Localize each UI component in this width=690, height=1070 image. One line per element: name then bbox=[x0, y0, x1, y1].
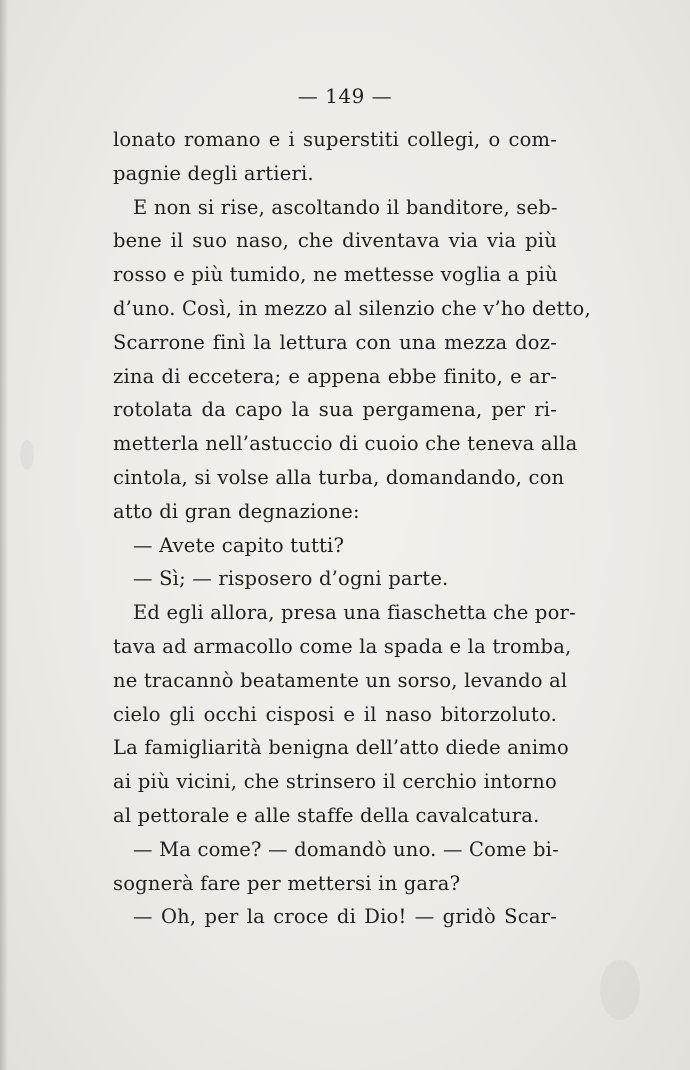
text-line: — Avete capito tutti? bbox=[133, 533, 345, 557]
text-line: cielo gli occhi cisposi e il naso bitorzoluto. bbox=[113, 702, 557, 726]
text-line: d’uno. Così, in mezzo al silenzio che v’ho detto, bbox=[113, 296, 591, 320]
text-line: lonato romano e i superstiti collegi, o com- bbox=[113, 128, 557, 151]
text-line: — Sì; — risposero d’ogni parte. bbox=[133, 567, 449, 591]
body-text bbox=[113, 123, 591, 934]
text-line: pagnie degli artieri. bbox=[113, 161, 314, 185]
text-line: tava ad armacollo come la spada e la tromba, bbox=[113, 634, 572, 658]
text-line: metterla nell’astuccio di cuoio che teneva alla bbox=[113, 432, 578, 456]
text-line: ai più vicini, che strinsero il cerchio intorno bbox=[113, 770, 557, 794]
text-line: Ed egli allora, presa una fiaschetta che por- bbox=[133, 601, 576, 625]
text-line: rosso e più tumido, ne mettesse voglia a più bbox=[113, 263, 558, 287]
text-line: cintola, si volse alla turba, domandando, con bbox=[113, 465, 565, 489]
text-line: Scarrone finì la lettura con una mezza doz- bbox=[113, 330, 557, 354]
text-line: sognerà fare per mettersi in gara? bbox=[113, 871, 461, 895]
text-line: al pettorale e alle staffe della cavalcatura. bbox=[113, 803, 540, 827]
text-line: La famigliarità benigna dell’atto diede animo bbox=[113, 736, 569, 760]
text-line: bene il suo naso, che diventava via via più bbox=[113, 229, 557, 253]
text-line: rotolata da capo la sua pergamena, per ri- bbox=[113, 398, 557, 422]
paper-stain bbox=[600, 960, 640, 1020]
text-line: ne tracannò beatamente un sorso, levando al bbox=[113, 668, 568, 692]
text-line: zina di eccetera; e appena ebbe finito, e ar- bbox=[113, 364, 557, 388]
text-line: — Oh, per la croce di Dio! — gridò Scar- bbox=[133, 905, 557, 929]
text-line: — Ma come? — domandò uno. — Come bi- bbox=[133, 837, 559, 861]
page-number: — 149 — bbox=[297, 84, 393, 108]
text-line: E non si rise, ascoltando il banditore, seb- bbox=[133, 195, 558, 219]
page-edge-shadow bbox=[0, 0, 8, 1070]
paper-stain bbox=[20, 440, 34, 470]
text-line: atto di gran degnazione: bbox=[113, 499, 360, 523]
